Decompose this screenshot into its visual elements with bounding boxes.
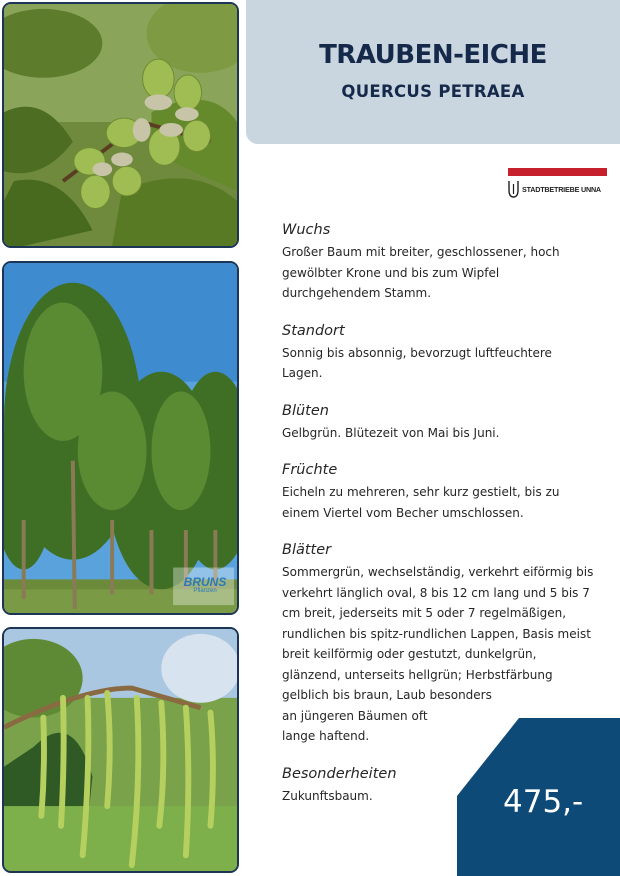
text-line: cm breit, jederseits mit 5 oder 7 regelmäßigen, [282,606,567,620]
text-line: an jüngeren Bäumen oft [282,708,428,723]
text-line: Sonnig bis absonnig, bevorzugt luftfeuchtere [282,345,552,360]
section-heading: Blätter [282,542,332,558]
text-line: Lagen. [282,366,323,380]
section-heading: Wuchs [282,222,331,238]
text-line: gelblich bis braun, Laub besonders [282,688,492,702]
text-line: rundlichen bis spitz-rundlichen Lappen, Basis meist [282,626,591,641]
text-line: Gelbgrün. Blütezeit von Mai bis Juni. [282,425,500,440]
title-header [246,0,620,144]
section-standort [282,321,608,384]
section-text [282,482,608,523]
text-line: glänzend, unterseits hellgrün; Herbstfärbung [282,667,553,682]
section-text [282,423,608,444]
page-title: TRAUBEN-EICHE [319,40,547,70]
text-line: durchgehendem Stamm. [282,286,432,300]
text-line: verkehrt länglich oval, 8 bis 12 cm lang und 5 bis 7 [282,585,590,600]
logo-red-bar [508,168,607,176]
trees-photo [2,261,239,615]
text-line: breit keilförmig oder gestutzt, dunkelgrün, [282,647,537,661]
tree-image [4,263,237,613]
bruns-watermark-text: BRUNS [183,575,227,589]
catkins-photo [2,627,239,873]
text-line: Sommergrün, wechselständig, verkehrt eiförmig bis [282,565,594,579]
section-heading: Früchte [282,462,338,478]
unna-crest-icon [508,180,519,198]
section-heading: Blüten [282,402,329,419]
text-line: Eicheln zu mehreren, sehr kurz gestielt, bis zu [282,485,560,499]
section-text [282,343,608,384]
text-line: einem Viertel vom Becher umschlossen. [282,505,524,520]
bruns-watermark [176,575,234,596]
price-label: 475,- [503,784,584,820]
section-fruechte [282,460,608,523]
section-heading: Standort [282,322,345,339]
botanical-name: QUERCUS PETRAEA [341,82,525,101]
section-text [282,242,608,304]
bruns-watermark-subtext: Pflanzen [193,588,217,594]
text-line: gewölbter Krone und bis zum Wipfel [282,265,500,280]
text-line: Zukunftsbaum. [282,788,373,803]
logo-text: STADTBETRIEBE UNNA [522,184,601,194]
section-blueten [282,401,608,444]
acorn-photo [2,2,239,248]
stadtbetriebe-logo [508,168,607,198]
section-blaetter [282,540,608,747]
acorn-image [4,4,237,246]
catkin-image [4,629,237,871]
section-heading: Besonderheiten [282,765,397,782]
section-wuchs [282,220,608,304]
text-line: Großer Baum mit breiter, geschlossener, hoch [282,245,560,259]
text-line: lange haftend. [282,729,370,743]
